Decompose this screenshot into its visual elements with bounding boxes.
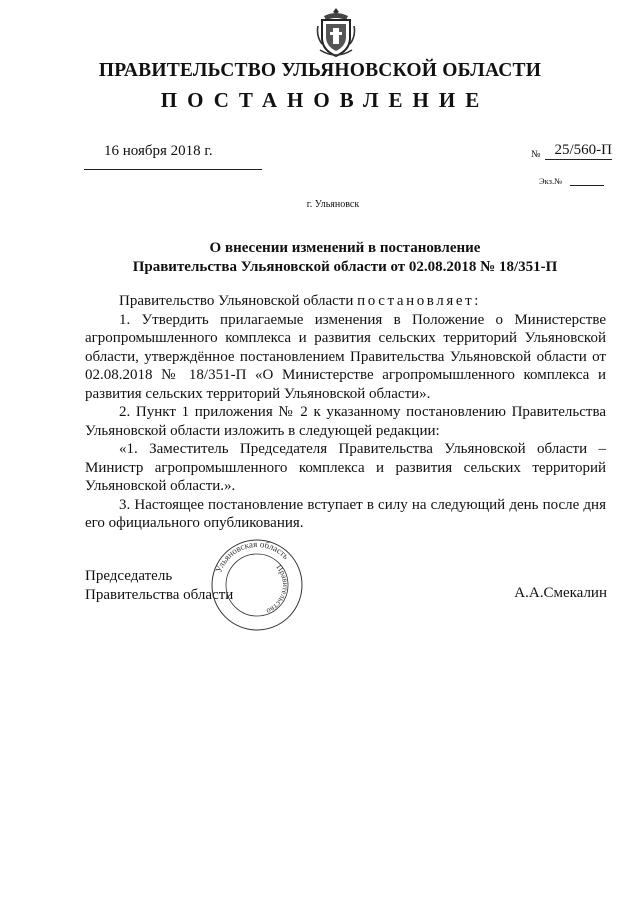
paragraph-2: 2. Пункт 1 приложения № 2 к указанному постановлению Правительства Ульяновской области изложить в следующей редакции: (85, 404, 606, 439)
document-number: 25/560-П (545, 141, 612, 160)
intro-verb: постановляет: (357, 293, 482, 309)
intro-subject: Правительство Ульяновской области (119, 293, 354, 309)
document-date: 16 ноября 2018 г. (104, 143, 213, 159)
number-sign: № (531, 149, 541, 160)
paragraph-1: 1. Утвердить прилагаемые изменения в Положение о Министерстве агропромышленного комплекса и развития сельских территорий Ульяновской области, утверждённое постановлением Правительства Ульяновской области от 02.08.2018 № 18/351-П «О Министерстве агропромышленного комплекса и развития сельских территорий Ульяновской области». (85, 311, 606, 402)
document-subject (90, 239, 600, 277)
copy-number-label: Экз.№ (539, 176, 563, 186)
paragraph-2-quote: «1. Заместитель Председателя Правительства Ульяновской области – Министр агропромышленного комплекса и развития сельских территорий Ульяновской области.». (85, 441, 606, 494)
city: г. Ульяновск (306, 199, 360, 210)
document-type: ПОСТАНОВЛЕНИЕ (160, 88, 490, 112)
coat-of-arms-icon (316, 6, 356, 60)
stamp-outer-text: Ульяновская область (213, 538, 292, 574)
paragraph-3: 3. Настоящее постановление вступает в силу на следующий день после дня его официального опубликования. (85, 496, 606, 531)
document-body (85, 292, 606, 533)
subject-line-1: О внесении изменений в постановление (209, 240, 481, 256)
position-line-2: Правительства области (85, 587, 234, 603)
signatory-name: А.А.Смекалин (514, 585, 607, 601)
subject-line-2: Правительства Ульяновской области от 02.08.2018 № 18/351-П (132, 259, 558, 275)
stamp-inner-text: Правительство (265, 562, 291, 616)
position-line-1: Председатель (85, 568, 173, 584)
resolution-intro (85, 292, 606, 311)
copy-number-underline (570, 185, 604, 186)
official-seal-stamp (210, 538, 304, 632)
government-title: ПРАВИТЕЛЬСТВО УЛЬЯНОВСКОЙ ОБЛАСТИ (98, 60, 542, 81)
date-underline (84, 169, 262, 170)
svg-text:Правительство (265, 563, 290, 616)
